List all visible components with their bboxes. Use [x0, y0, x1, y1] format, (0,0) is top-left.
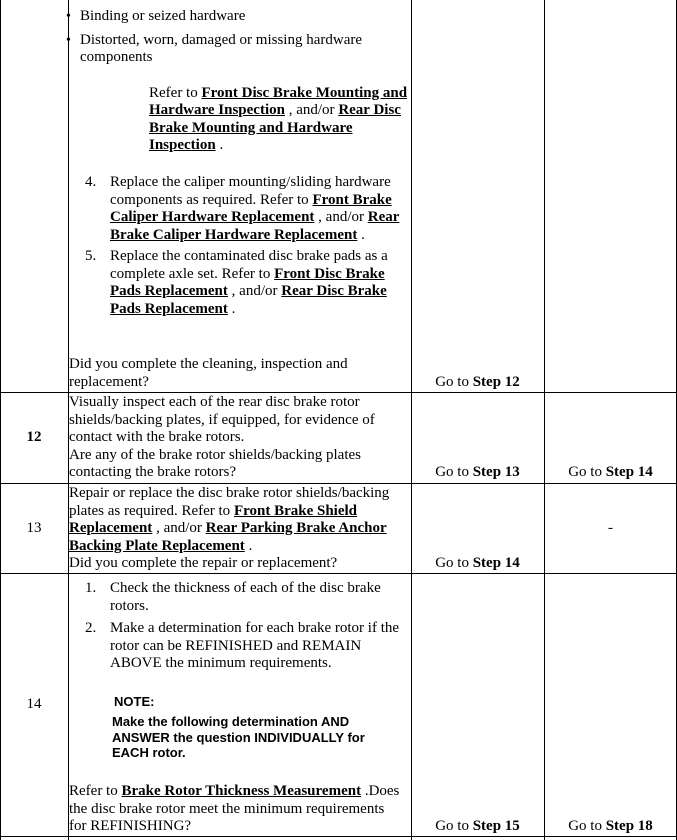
row12-action-cell: Visually inspect each of the rear disc brake rotor shields/backing plates, if equipped, for evidence of contact with the brake rotors. Are any of the brake rotor shields/backing plates contacting the brake rotors?	[69, 394, 375, 480]
front-caliper-hardware-link[interactable]: Front Brake Caliper Hardware Replacement	[110, 191, 392, 225]
step-number-cell: 13	[26, 520, 42, 536]
rear-caliper-hardware-link[interactable]: Rear Brake Caliper Hardware Replacement	[110, 209, 400, 243]
list-item: 1. Check the thickness of each of the disc brake rotors.	[85, 580, 381, 614]
rear-backing-plate-link[interactable]: Rear Parking Brake Anchor Backing Plate Replacement	[69, 520, 387, 554]
row11-steps	[69, 174, 410, 318]
list-item: 4. Replace the caliper mounting/sliding hardware components as required. Refer to Front Brake Caliper Hardware Replacement , and/or Rear Brake Caliper Hardware Replacement .	[85, 174, 400, 243]
list-item	[0, 8, 421, 26]
row14-steps	[69, 580, 410, 673]
row14-no-action[interactable]: Go to Step 18	[568, 818, 653, 834]
column-divider	[544, 0, 545, 840]
row12-yes-action[interactable]: Go to Step 13	[435, 464, 520, 480]
list-item-text: Binding or seized hardware	[80, 8, 246, 24]
front-brake-shield-link[interactable]: Front Brake Shield Replacement	[69, 502, 358, 536]
rear-pads-replacement-link[interactable]: Rear Disc Brake Pads Replacement	[110, 283, 387, 317]
row14-question: Refer to Brake Rotor Thickness Measurement .Does the disc brake rotor meet the minimum requirements for REFINISHING?	[69, 783, 400, 834]
row-divider	[0, 392, 677, 393]
row13-no-action: -	[608, 520, 613, 536]
rotor-thickness-measurement-link[interactable]: Brake Rotor Thickness Measurement	[121, 783, 362, 799]
step-number-cell: 14	[26, 696, 42, 712]
row11-question: Did you complete the cleaning, inspection and replacement?	[69, 356, 348, 390]
list-item-text: Distorted, worn, damaged or missing hardware components	[80, 31, 363, 65]
rear-mounting-inspection-link[interactable]: Rear Disc Brake Mounting and Hardware Inspection	[149, 102, 401, 153]
row11-action-cell	[69, 8, 410, 155]
list-item: 2. Make a determination for each brake rotor if the rotor can be REFINISHED and REMAIN ABOVE the minimum requirements.	[85, 620, 400, 671]
column-divider	[0, 0, 1, 840]
list-item: 5. Replace the contaminated disc brake pads as a complete axle set. Refer to Front Disc Brake Pads Replacement , and/or Rear Disc Brake Pads Replacement .	[85, 248, 388, 317]
hardware-bullet-list	[69, 8, 410, 67]
front-pads-replacement-link[interactable]: Front Disc Brake Pads Replacement	[110, 265, 385, 299]
step-number: 2.	[85, 620, 97, 636]
mounting-inspection-reference: Refer to Front Disc Brake Mounting and Hardware Inspection , and/or Rear Disc Brake Mounting and Hardware Inspection .	[149, 84, 408, 153]
row-divider	[0, 483, 677, 484]
row13-action-cell: Repair or replace the disc brake rotor shields/backing plates as required. Refer to Front Brake Shield Replacement , and/or Rear Parking Brake Anchor Backing Plate Replacement . Did you complete the repair or replacement?	[69, 485, 390, 571]
note-label: NOTE:	[114, 694, 155, 709]
row12-no-action[interactable]: Go to Step 14	[568, 464, 653, 480]
row11-yes-action[interactable]: Go to Step 12	[435, 374, 520, 390]
step-number: 4.	[85, 174, 97, 190]
row14-yes-action[interactable]: Go to Step 15	[435, 818, 520, 834]
row-divider	[0, 836, 677, 837]
list-item	[0, 32, 410, 67]
row-divider	[0, 573, 677, 574]
step-number: 5.	[85, 248, 97, 264]
step-number: 1.	[85, 580, 97, 596]
front-mounting-inspection-link[interactable]: Front Disc Brake Mounting and Hardware Inspection	[149, 84, 408, 118]
note-text: Make the following determination AND ANSWER the question INDIVIDUALLY for EACH rotor.	[112, 714, 365, 760]
step-number-cell: 12	[26, 429, 42, 445]
column-divider	[411, 0, 412, 840]
row13-yes-action[interactable]: Go to Step 14	[435, 555, 520, 571]
